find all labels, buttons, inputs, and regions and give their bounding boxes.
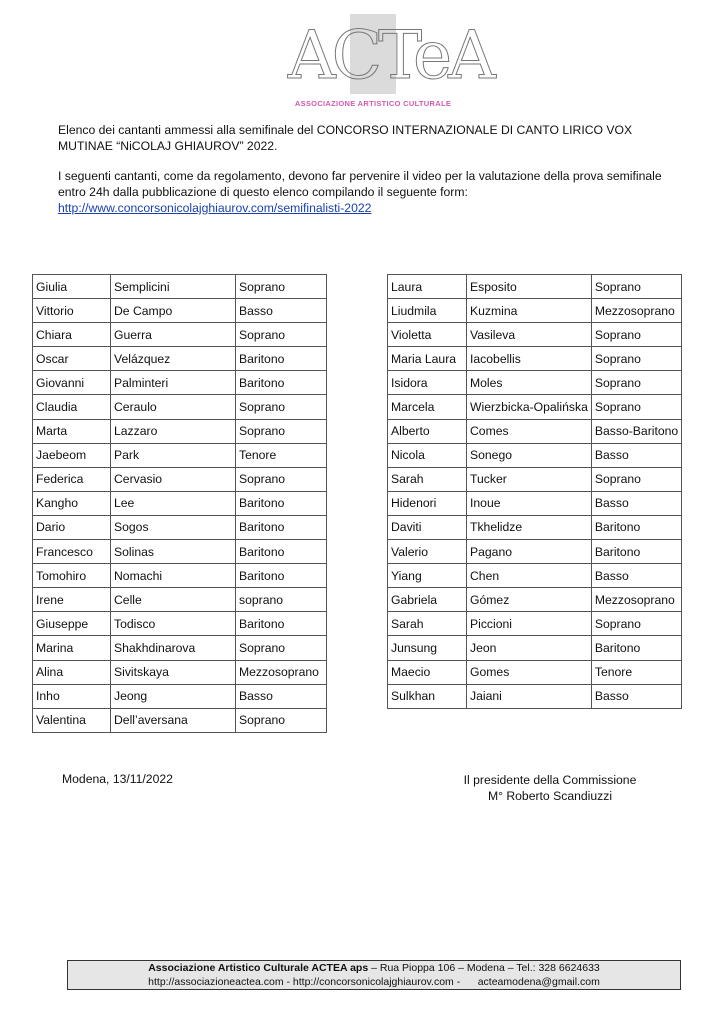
last-name-cell: Guerra	[111, 323, 236, 347]
voice-type-cell: Soprano	[591, 371, 681, 395]
voice-type-cell: Soprano	[236, 636, 327, 660]
voice-type-cell: Soprano	[591, 395, 681, 419]
singers-table-left	[32, 274, 327, 733]
last-name-cell: Shakhdinarova	[111, 636, 236, 660]
table-row	[33, 491, 327, 515]
voice-type-cell: Mezzosoprano	[591, 588, 681, 612]
table-row	[33, 443, 327, 467]
first-name-cell: Marta	[33, 419, 111, 443]
first-name-cell: Francesco	[33, 540, 111, 564]
voice-type-cell: Soprano	[591, 467, 681, 491]
voice-type-cell: Baritono	[236, 564, 327, 588]
last-name-cell: Gomes	[467, 660, 592, 684]
table-row	[388, 347, 682, 371]
last-name-cell: Vasileva	[467, 323, 592, 347]
voice-type-cell: soprano	[236, 588, 327, 612]
first-name-cell: Tomohiro	[33, 564, 111, 588]
last-name-cell: Jeong	[111, 684, 236, 708]
table-row	[388, 443, 682, 467]
voice-type-cell: Baritono	[236, 515, 327, 539]
last-name-cell: Wierzbicka-Opalińska	[467, 395, 592, 419]
voice-type-cell: Basso	[236, 299, 327, 323]
last-name-cell: Pagano	[467, 540, 592, 564]
table-row	[33, 540, 327, 564]
voice-type-cell: Soprano	[236, 323, 327, 347]
first-name-cell: Sulkhan	[388, 684, 467, 708]
voice-type-cell: Soprano	[591, 275, 681, 299]
first-name-cell: Violetta	[388, 323, 467, 347]
footer-org: Associazione Artistico Culturale ACTEA aps	[148, 962, 369, 974]
last-name-cell: Nomachi	[111, 564, 236, 588]
voice-type-cell: Soprano	[236, 395, 327, 419]
first-name-cell: Valerio	[388, 540, 467, 564]
first-name-cell: Giuseppe	[33, 612, 111, 636]
table-row	[33, 636, 327, 660]
first-name-cell: Dario	[33, 515, 111, 539]
footer-line-1	[68, 961, 680, 975]
voice-type-cell: Soprano	[236, 419, 327, 443]
table-row	[388, 540, 682, 564]
voice-type-cell: Baritono	[236, 347, 327, 371]
last-name-cell: Ceraulo	[111, 395, 236, 419]
logo-subtitle: ASSOCIAZIONE ARTISTICO CULTURALE	[294, 99, 452, 108]
place-date: Modena, 13/11/2022	[62, 772, 173, 786]
table-row	[388, 612, 682, 636]
table-row	[33, 467, 327, 491]
first-name-cell: Marina	[33, 636, 111, 660]
last-name-cell: Gómez	[467, 588, 592, 612]
table-row	[388, 684, 682, 708]
voice-type-cell: Soprano	[236, 708, 327, 732]
first-name-cell: Jaebeom	[33, 443, 111, 467]
last-name-cell: Chen	[467, 564, 592, 588]
voice-type-cell: Baritono	[236, 491, 327, 515]
table-row	[388, 515, 682, 539]
first-name-cell: Alberto	[388, 419, 467, 443]
last-name-cell: Velázquez	[111, 347, 236, 371]
first-name-cell: Liudmila	[388, 299, 467, 323]
intro-paragraph-1: Elenco dei cantanti ammessi alla semifinale del CONCORSO INTERNAZIONALE DI CANTO LIRICO VOX MUTINAE “NiCOLAJ GHIAUROV” 2022.	[58, 123, 633, 153]
voice-type-cell: Soprano	[236, 275, 327, 299]
last-name-cell: Inoue	[467, 491, 592, 515]
first-name-cell: Junsung	[388, 636, 467, 660]
voice-type-cell: Basso	[591, 564, 681, 588]
first-name-cell: Yiang	[388, 564, 467, 588]
table-row	[388, 588, 682, 612]
voice-type-cell: Soprano	[591, 612, 681, 636]
last-name-cell: Moles	[467, 371, 592, 395]
voice-type-cell: Baritono	[591, 515, 681, 539]
intro-paragraph-2	[58, 168, 678, 216]
first-name-cell: Nicola	[388, 443, 467, 467]
actea-logo	[288, 8, 492, 108]
table-row	[33, 588, 327, 612]
voice-type-cell: Soprano	[591, 323, 681, 347]
table-row	[388, 419, 682, 443]
signature-block	[420, 772, 680, 804]
last-name-cell: Tucker	[467, 467, 592, 491]
signature-role: Il presidente della Commissione	[463, 773, 637, 787]
table-row	[388, 299, 682, 323]
table-row	[33, 371, 327, 395]
voice-type-cell: Mezzosoprano	[591, 299, 681, 323]
last-name-cell: Esposito	[467, 275, 592, 299]
logo-mark: ACTeA	[288, 17, 492, 94]
table-row	[388, 323, 682, 347]
first-name-cell: Chiara	[33, 323, 111, 347]
signature-name: M° Roberto Scandiuzzi	[487, 789, 613, 803]
last-name-cell: Todisco	[111, 612, 236, 636]
first-name-cell: Maecio	[388, 660, 467, 684]
first-name-cell: Claudia	[33, 395, 111, 419]
voice-type-cell: Soprano	[591, 347, 681, 371]
first-name-cell: Daviti	[388, 515, 467, 539]
last-name-cell: Palminteri	[111, 371, 236, 395]
table-row	[33, 684, 327, 708]
table-row	[388, 275, 682, 299]
first-name-cell: Kangho	[33, 491, 111, 515]
first-name-cell: Oscar	[33, 347, 111, 371]
table-row	[33, 395, 327, 419]
table-row	[33, 323, 327, 347]
voice-type-cell: Baritono	[591, 540, 681, 564]
voice-type-cell: Basso	[591, 443, 681, 467]
table-row	[388, 564, 682, 588]
last-name-cell: Sivitskaya	[111, 660, 236, 684]
first-name-cell: Federica	[33, 467, 111, 491]
first-name-cell: Maria Laura	[388, 347, 467, 371]
voice-type-cell: Basso	[591, 491, 681, 515]
table-row	[388, 636, 682, 660]
table-row	[33, 299, 327, 323]
voice-type-cell: Baritono	[236, 371, 327, 395]
last-name-cell: Sonego	[467, 443, 592, 467]
first-name-cell: Sarah	[388, 467, 467, 491]
intro-paragraph-2-text: I seguenti cantanti, come da regolamento, devono far pervenire il video per la valutazione della prova semifinale entro 24h dalla pubblicazione di questo elenco compilando il seguente form:	[58, 169, 662, 199]
semifinal-form-link[interactable]: http://www.concorsonicolajghiaurov.com/semifinalisti-2022	[58, 201, 372, 215]
voice-type-cell: Basso-Baritono	[591, 419, 681, 443]
table-row	[388, 395, 682, 419]
table-row	[33, 347, 327, 371]
voice-type-cell: Soprano	[236, 467, 327, 491]
last-name-cell: Comes	[467, 419, 592, 443]
table-row	[33, 708, 327, 732]
first-name-cell: Giovanni	[33, 371, 111, 395]
footer-links: http://associazioneactea.com - http://concorsonicolajghiaurov.com - acteamodena@gmail.com	[148, 976, 600, 988]
table-row	[33, 515, 327, 539]
last-name-cell: Park	[111, 443, 236, 467]
last-name-cell: De Campo	[111, 299, 236, 323]
table-row	[388, 660, 682, 684]
voice-type-cell: Tenore	[236, 443, 327, 467]
first-name-cell: Isidora	[388, 371, 467, 395]
table-row	[388, 491, 682, 515]
last-name-cell: Cervasio	[111, 467, 236, 491]
voice-type-cell: Baritono	[236, 612, 327, 636]
last-name-cell: Lazzaro	[111, 419, 236, 443]
voice-type-cell: Basso	[236, 684, 327, 708]
table-row	[33, 660, 327, 684]
last-name-cell: Jaiani	[467, 684, 592, 708]
first-name-cell: Laura	[388, 275, 467, 299]
last-name-cell: Solinas	[111, 540, 236, 564]
first-name-cell: Marcela	[388, 395, 467, 419]
last-name-cell: Celle	[111, 588, 236, 612]
last-name-cell: Sogos	[111, 515, 236, 539]
intro-text	[58, 122, 678, 230]
first-name-cell: Hidenori	[388, 491, 467, 515]
table-row	[388, 371, 682, 395]
table-row	[388, 467, 682, 491]
voice-type-cell: Mezzosoprano	[236, 660, 327, 684]
first-name-cell: Sarah	[388, 612, 467, 636]
last-name-cell: Semplicini	[111, 275, 236, 299]
voice-type-cell: Baritono	[236, 540, 327, 564]
table-row	[33, 275, 327, 299]
footer-address: – Rua Pioppa 106 – Modena – Tel.: 328 6624633	[368, 962, 600, 974]
voice-type-cell: Tenore	[591, 660, 681, 684]
last-name-cell: Lee	[111, 491, 236, 515]
last-name-cell: Piccioni	[467, 612, 592, 636]
table-row	[33, 564, 327, 588]
first-name-cell: Giulia	[33, 275, 111, 299]
table-row	[33, 419, 327, 443]
last-name-cell: Dell’aversana	[111, 708, 236, 732]
table-row	[33, 612, 327, 636]
footer-box	[67, 960, 681, 990]
first-name-cell: Gabriela	[388, 588, 467, 612]
voice-type-cell: Baritono	[591, 636, 681, 660]
singers-table-right	[387, 274, 682, 709]
last-name-cell: Iacobellis	[467, 347, 592, 371]
last-name-cell: Kuzmina	[467, 299, 592, 323]
last-name-cell: Jeon	[467, 636, 592, 660]
first-name-cell: Irene	[33, 588, 111, 612]
first-name-cell: Inho	[33, 684, 111, 708]
first-name-cell: Valentina	[33, 708, 111, 732]
voice-type-cell: Basso	[591, 684, 681, 708]
first-name-cell: Alina	[33, 660, 111, 684]
first-name-cell: Vittorio	[33, 299, 111, 323]
last-name-cell: Tkhelidze	[467, 515, 592, 539]
